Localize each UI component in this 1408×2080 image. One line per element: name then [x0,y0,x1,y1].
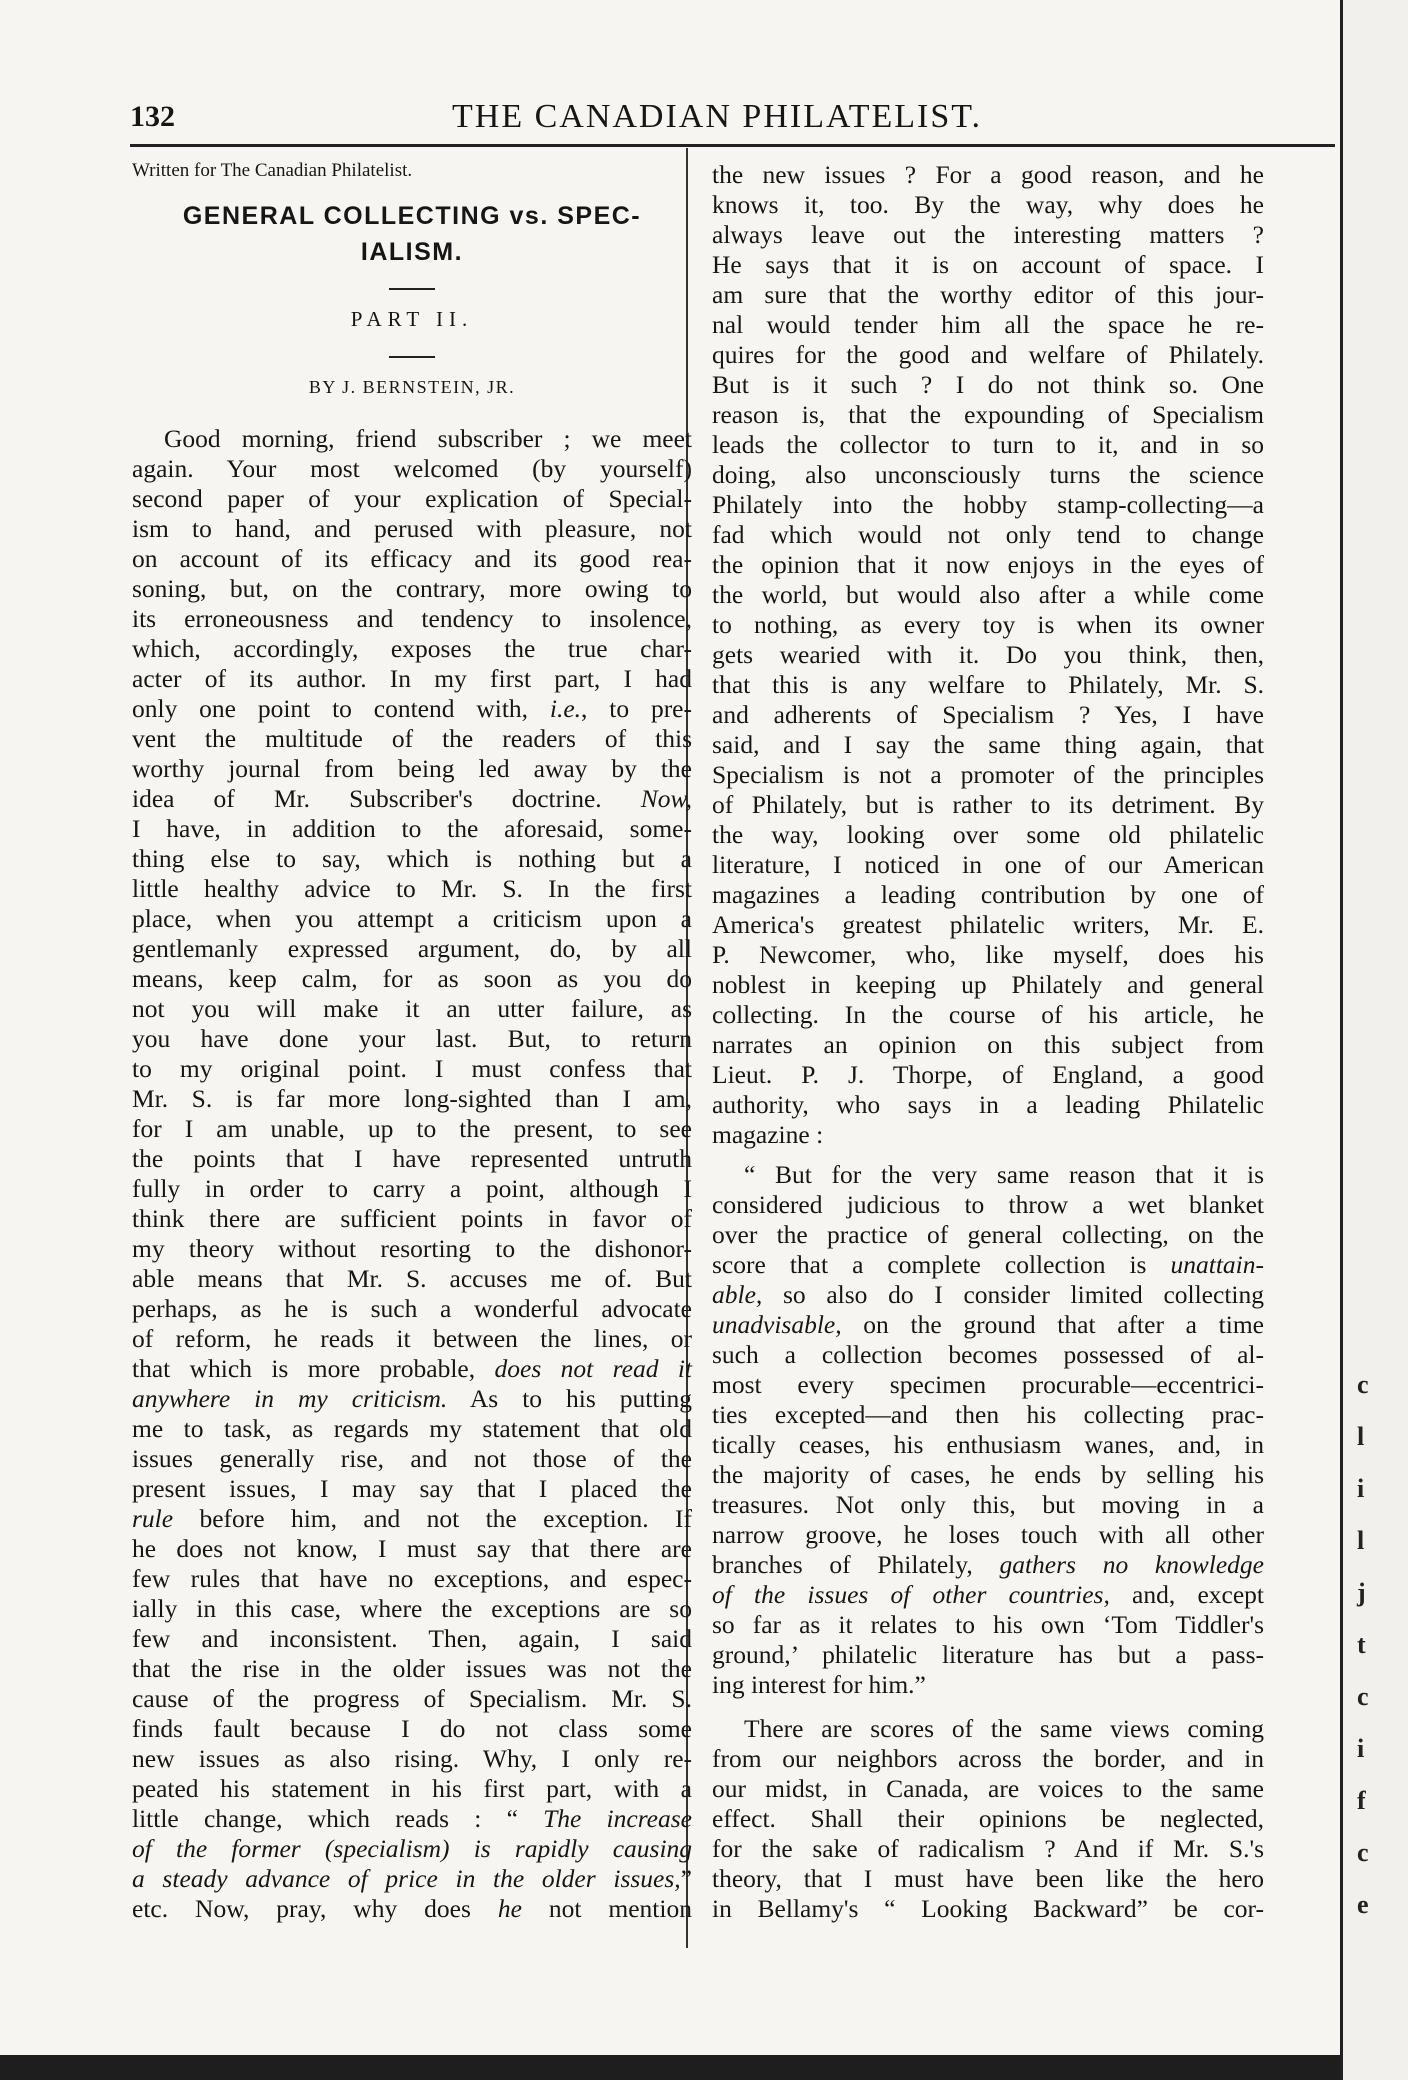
adjacent-page-edge [1340,0,1408,2080]
text-line: think there are sufficient points in favor of [132,1204,692,1233]
adjacent-letter: i [1357,1474,1365,1503]
text-line: gentlemanly expressed argument, do, by all [132,934,692,963]
text-line: magazine : [712,1120,824,1149]
text-line: few rules that have no exceptions, and espec- [132,1564,692,1593]
text-line: for the sake of radicalism ? And if Mr. S.'s [712,1834,1264,1863]
text-line: the opinion that it now enjoys in the eyes of [712,550,1264,579]
text-line: the new issues ? For a good reason, and he [712,160,1264,189]
adjacent-letter: e [1357,1890,1369,1919]
text-line: am sure that the worthy editor of this jour- [712,280,1264,309]
text-line: etc. Now, pray, why does he not mention [132,1894,692,1923]
text-line: that the rise in the older issues was not the [132,1654,692,1683]
article-title-line: GENERAL COLLECTING vs. SPEC- [182,202,642,230]
text-line: ground,’ philatelic literature has but a pass- [712,1640,1264,1669]
text-line: anywhere in my criticism. As to his putting [132,1384,693,1413]
text-line: branches of Philately, gathers no knowledge [712,1550,1264,1579]
text-line: again. Your most welcomed (by yourself) [132,454,692,483]
adjacent-letter: j [1357,1578,1366,1607]
text-line: the way, looking over some old philatelic [712,820,1264,849]
text-line: peated his statement in his first part, with a [132,1774,692,1803]
adjacent-letter: c [1357,1370,1369,1399]
text-line: not you will make it an utter failure, as [132,994,692,1023]
text-line: the world, but would also after a while come [712,580,1264,609]
adjacent-letter: c [1357,1682,1369,1711]
text-line: doing, also unconsciously turns the science [712,460,1264,489]
text-line: of Philately, but is rather to its detriment. By [712,790,1264,819]
adjacent-letter: l [1357,1526,1365,1555]
text-line: tically ceases, his enthusiasm wanes, and, in [712,1430,1264,1459]
text-line: P. Newcomer, who, like myself, does his [712,940,1264,969]
right-column [712,160,1264,1924]
text-line: to my original point. I must confess that [132,1054,692,1083]
text-line: able, so also do I consider limited collecting [712,1280,1264,1309]
text-line: fad which would not only tend to change [712,520,1264,549]
text-line: new issues as also rising. Why, I only re- [132,1744,692,1773]
text-line: Mr. S. is far more long-sighted than I am, [132,1084,692,1113]
text-line: and adherents of Specialism ? Yes, I have [712,700,1264,729]
text-line: of the issues of other countries, and, except [712,1580,1264,1609]
closing-paragraph [712,1714,1264,1924]
text-line: But is it such ? I do not think so. One [712,370,1264,399]
text-line: thing else to say, which is nothing but a [132,844,692,873]
text-line: which, accordingly, exposes the true char- [132,634,692,663]
text-line: Lieut. P. J. Thorpe, of England, a good [712,1060,1264,1089]
text-line: a steady advance of price in the older issues,” [132,1864,692,1893]
text-line: present issues, I may say that I placed the [132,1474,692,1503]
text-line: literature, I noticed in one of our American [712,850,1264,879]
text-line: able means that Mr. S. accuses me of. But [132,1264,692,1293]
adjacent-page-letters [1357,1370,1369,1920]
page-number: 132 [130,100,175,133]
text-line: score that a complete collection is unattain- [712,1250,1264,1279]
text-line: few and inconsistent. Then, again, I said [132,1624,692,1653]
text-line: leads the collector to turn to it, and in so [712,430,1264,459]
text-line: only one point to contend with, i.e., to pre- [132,694,692,723]
text-line: its erroneousness and tendency to insolence, [132,604,692,633]
text-line: America's greatest philatelic writers, Mr. E. [712,910,1264,939]
text-line: Philately into the hobby stamp-collecting—a [712,490,1264,519]
text-line: over the practice of general collecting, on the [712,1220,1264,1249]
running-head [130,96,1300,142]
text-line: narrates an opinion on this subject from [712,1030,1264,1059]
text-line: most every specimen procurable—eccentrici- [712,1370,1264,1399]
text-line: second paper of your explication of Special- [132,484,692,513]
text-line: acter of its author. In my first part, I had [132,664,692,693]
text-line: the points that I have represented untruth [132,1144,692,1173]
text-line: issues generally rise, and not those of the [132,1444,692,1473]
text-line: ing interest for him.” [712,1670,926,1699]
text-line: magazines a leading contribution by one of [712,880,1264,909]
text-line: from our neighbors across the border, and in [712,1744,1264,1773]
text-line: little healthy advice to Mr. S. In the first [132,874,692,903]
text-line: my theory without resorting to the dishonor- [132,1234,692,1263]
right-body-text [712,160,1264,1150]
text-line: considered judicious to throw a wet blanket [712,1190,1264,1219]
text-line: idea of Mr. Subscriber's doctrine. Now, [132,784,692,813]
text-line: me to task, as regards my statement that old [132,1414,692,1443]
text-line: finds fault because I do not class some [132,1714,692,1743]
text-line: treasures. Not only this, but moving in a [712,1490,1264,1519]
text-line: ially in this case, where the exceptions are so [132,1594,692,1623]
text-line: worthy journal from being led away by the [132,754,692,783]
article-title [132,198,692,270]
adjacent-letter: c [1357,1838,1369,1867]
text-line: on account of its efficacy and its good rea- [132,544,692,573]
text-line: collecting. In the course of his article, he [712,1000,1264,1029]
text-line: soning, but, on the contrary, more owing to [132,574,692,603]
text-line: cause of the progress of Specialism. Mr. S. [132,1684,692,1713]
text-line: ism to hand, and perused with pleasure, not [132,514,692,543]
text-line: rule before him, and not the exception. If [132,1504,692,1533]
text-line: nal would tender him all the space he re- [712,310,1264,339]
text-line: There are scores of the same views coming [744,1714,1264,1743]
text-line: said, and I say the same thing again, that [712,730,1264,759]
adjacent-letter: f [1357,1786,1366,1815]
title-rule [389,288,435,290]
text-line: you have done your last. But, to return [132,1024,692,1053]
text-line: of reform, he reads it between the lines, or [132,1324,692,1353]
written-for-note: Written for The Canadian Philatelist. [132,160,413,181]
author-byline: BY J. BERNSTEIN, JR. [308,377,516,397]
text-line: “ But for the very same reason that it is [744,1160,1264,1189]
text-line: that this is any welfare to Philately, Mr. S. [712,670,1264,699]
text-line: effect. Shall their opinions be neglected, [712,1804,1264,1833]
text-line: that which is more probable, does not read it [132,1354,693,1383]
text-line: narrow groove, he loses touch with all other [712,1520,1264,1549]
text-line: Specialism is not a promoter of the principles [712,760,1264,789]
text-line: for I am unable, up to the present, to see [132,1114,692,1143]
text-line: perhaps, as he is such a wonderful advocate [132,1294,692,1323]
adjacent-letter: i [1357,1734,1365,1763]
text-line: little change, which reads : “ The increase [132,1804,692,1833]
adjacent-letter: l [1357,1422,1365,1451]
text-line: so far as it relates to his own ‘Tom Tiddler's [712,1610,1264,1639]
text-line: Good morning, friend subscriber ; we meet [164,424,692,453]
text-line: place, when you attempt a criticism upon a [132,904,692,933]
text-line: of the former (specialism) is rapidly causing [132,1834,693,1863]
text-line: fully in order to carry a point, although I [132,1174,692,1203]
adjacent-letter: t [1357,1630,1366,1659]
text-line: knows it, too. By the way, why does he [712,190,1264,219]
text-line: quires for the good and welfare of Philately. [712,340,1264,369]
text-line: in Bellamy's “ Looking Backward” be cor- [712,1894,1264,1923]
text-line: He says that it is on account of space. I [712,250,1264,279]
left-column [132,152,692,1924]
text-line: to nothing, as every toy is when its owner [712,610,1264,639]
text-line: our midst, in Canada, are voices to the same [712,1774,1264,1803]
journal-title: THE CANADIAN PHILATELIST. [452,98,983,135]
text-line: gets wearied with it. Do you think, then, [712,640,1264,669]
text-line: always leave out the interesting matters ? [712,220,1264,249]
text-line: reason is, that the expounding of Specialism [712,400,1264,429]
text-line: means, keep calm, for as soon as you do [132,964,692,993]
text-line: ties excepted—and then his collecting prac- [712,1400,1264,1429]
text-line: such a collection becomes possessed of al- [712,1340,1264,1369]
text-line: theory, that I must have been like the hero [712,1864,1264,1893]
article-title-line: IALISM. [360,238,464,266]
text-line: noblest in keeping up Philately and general [712,970,1264,999]
part-rule [389,356,435,358]
text-line: I have, in addition to the aforesaid, some- [132,814,692,843]
text-line: unadvisable, on the ground that after a time [712,1310,1264,1339]
block-quote [712,1160,1264,1700]
header-rule [130,144,1335,147]
text-line: the majority of cases, he ends by selling his [712,1460,1264,1489]
part-heading: PART II. [350,307,474,331]
text-line: vent the multitude of the readers of this [132,724,692,753]
left-body-text [132,424,692,1924]
text-line: he does not know, I must say that there are [132,1534,692,1563]
text-line: authority, who says in a leading Philatelic [712,1090,1264,1119]
